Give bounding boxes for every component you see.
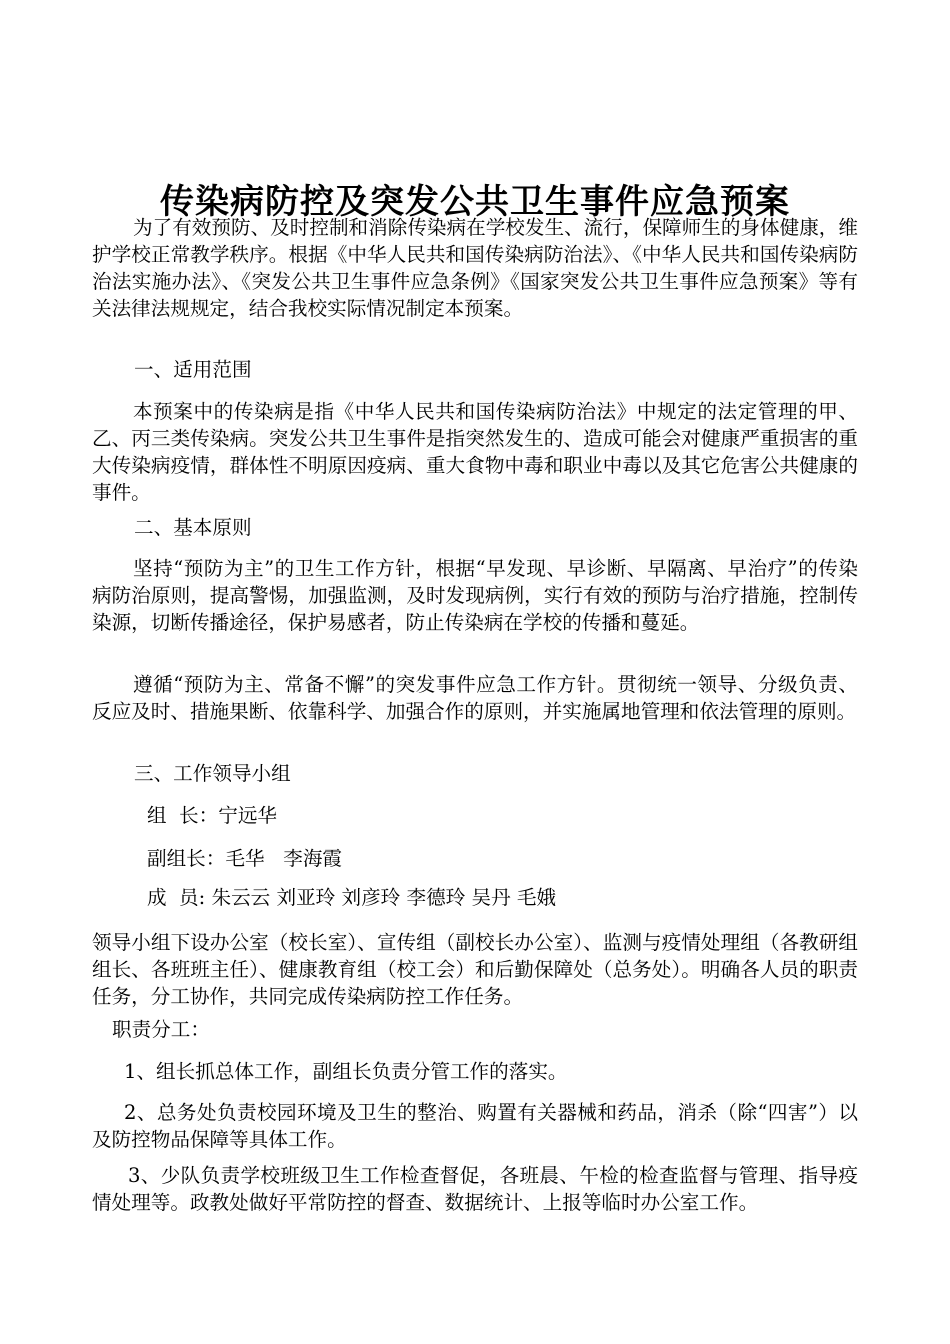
- leader-line: 组 长：宁远华: [147, 804, 278, 827]
- duty-2: 2、总务处负责校园环境及卫生的整治、购置有关器械和药品，消杀（除“四害”）以及防控物品保障等具体工作。: [92, 1101, 858, 1151]
- section1-heading: 一、适用范围: [134, 358, 252, 381]
- office-description: 领导小组下设办公室（校长室）、宣传组（副校长办公室）、监测与疫情处理组（各教研组组长、各班班主任）、健康教育组（校工会）和后勤保障处（总务处）。明确各人员的职责任务，分工协作，共同完成传染病防控工作任务。: [92, 931, 858, 1008]
- deputy-line: 副组长：毛华 李海霞: [147, 847, 343, 870]
- section2-heading: 二、基本原则: [134, 516, 252, 539]
- section3-heading: 三、工作领导小组: [134, 762, 291, 785]
- duty-3: 3、少队负责学校班级卫生工作检查督促，各班晨、午检的检查监督与管理、指导疫情处理等。政教处做好平常防控的督查、数据统计、上报等临时办公室工作。: [92, 1164, 858, 1214]
- duties-heading: 职责分工：: [112, 1018, 210, 1041]
- section2-body-1: 坚持“预防为主”的卫生工作方针，根据“早发现、早诊断、早隔离、早治疗”的传染病防治原则，提高警惕，加强监测，及时发现病例，实行有效的预防与治疗措施，控制传染源，切断传播途径，保护易感者，防止传染病在学校的传播和蔓延。: [92, 557, 858, 634]
- intro-paragraph: 为了有效预防、及时控制和消除传染病在学校发生、流行，保障师生的身体健康，维护学校正常教学秩序。根据《中华人民共和国传染病防治法》、《中华人民共和国传染病防治法实施办法》、《突发公共卫生事件应急条例》《国家突发公共卫生事件应急预案》等有关法律法规规定，结合我校实际情况制定本预案。: [92, 216, 858, 320]
- section2-body-2: 遵循“预防为主、常备不懈”的突发事件应急工作方针。贯彻统一领导、分级负责、反应及时、措施果断、依靠科学、加强合作的原则，并实施属地管理和依法管理的原则。: [92, 673, 858, 723]
- document-title: 传染病防控及突发公共卫生事件应急预案: [160, 181, 790, 222]
- members-line: 成 员: 朱云云 刘亚玲 刘彦玲 李德玲 吴丹 毛娥: [147, 886, 557, 909]
- section1-body: 本预案中的传染病是指《中华人民共和国传染病防治法》中规定的法定管理的甲、乙、丙三类传染病。突发公共卫生事件是指突然发生的、造成可能会对健康严重损害的重大传染病疫情，群体性不明原因疫病、重大食物中毒和职业中毒以及其它危害公共健康的事件。: [92, 400, 858, 504]
- duty-1: 1、组长抓总体工作，副组长负责分管工作的落实。: [124, 1060, 568, 1083]
